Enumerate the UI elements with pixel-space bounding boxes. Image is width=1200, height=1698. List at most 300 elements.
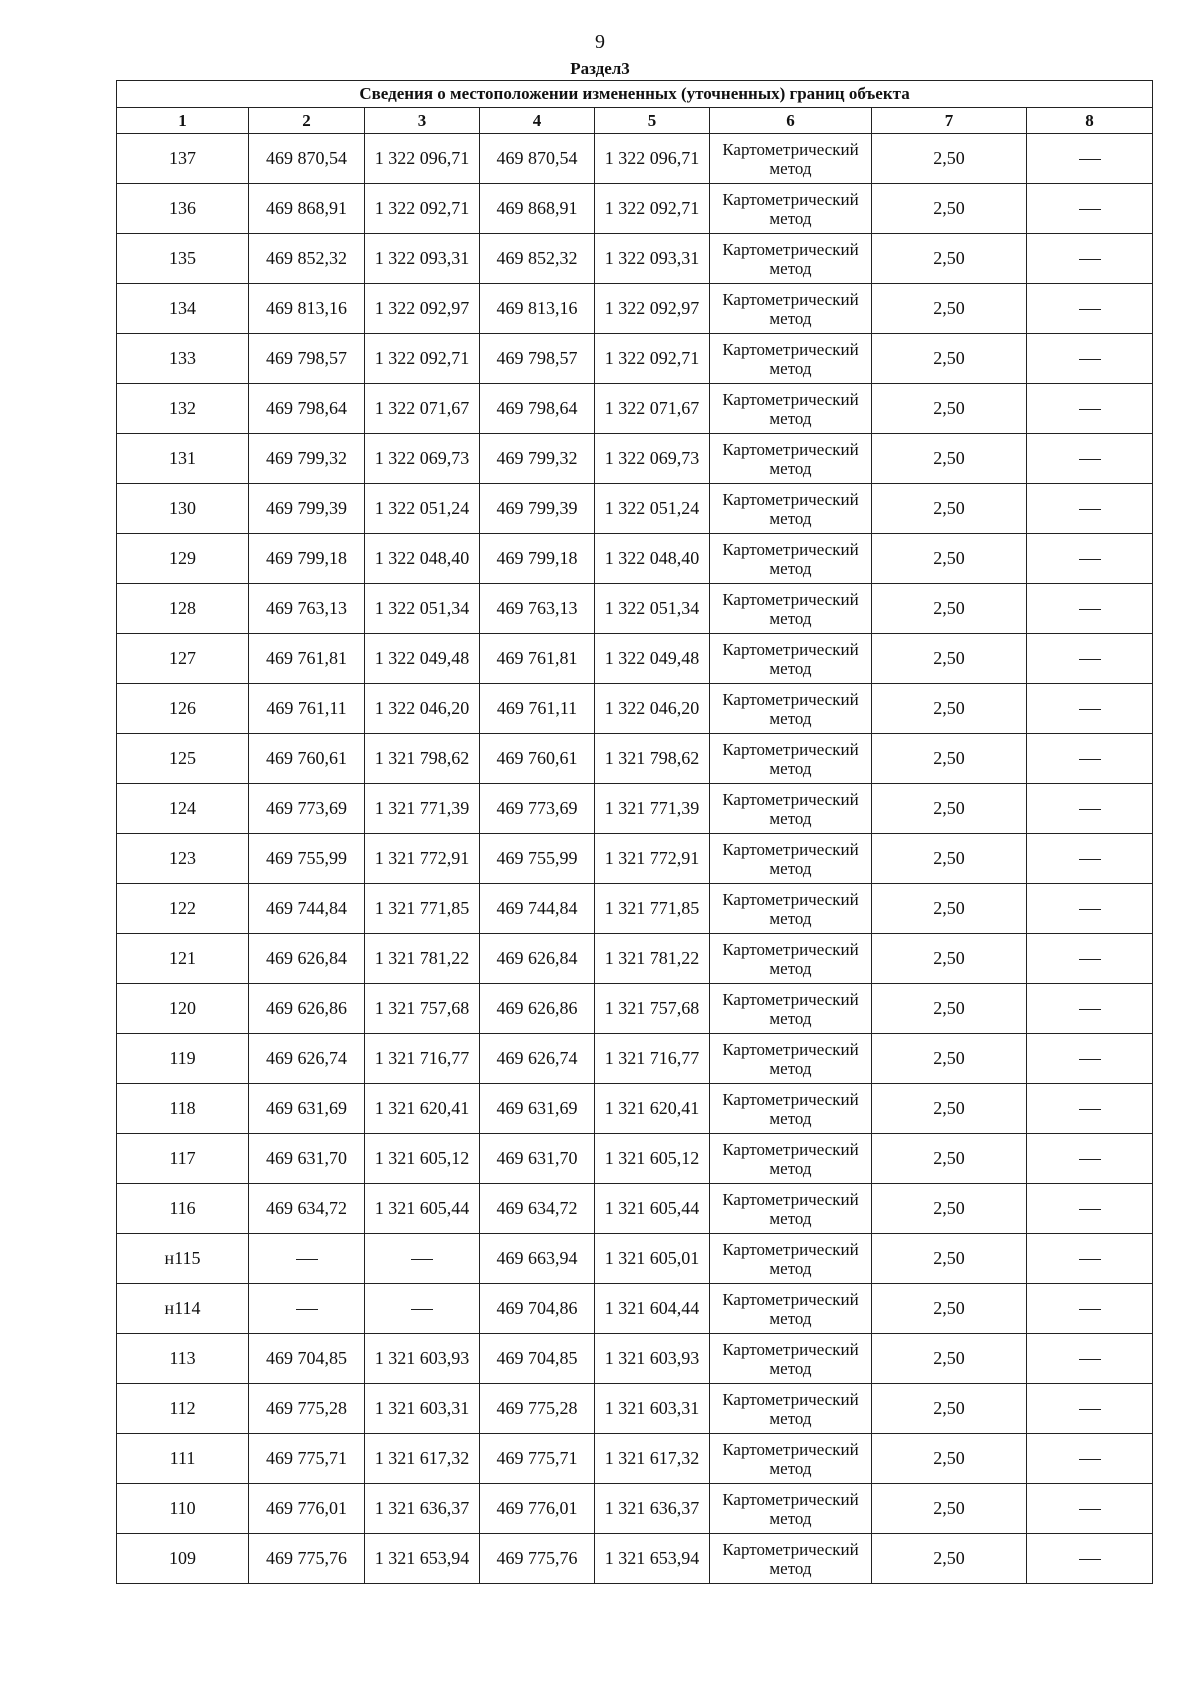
new-x-cell: 469 798,64 xyxy=(480,384,595,434)
accuracy-cell: 2,50 xyxy=(872,184,1027,234)
method-cell: Картометрический метод xyxy=(710,1234,872,1284)
column-header: 4 xyxy=(480,108,595,134)
new-y-cell: 1 322 048,40 xyxy=(595,534,710,584)
table-row xyxy=(117,884,1153,934)
point-number-cell: 130 xyxy=(117,484,249,534)
new-y-cell: 1 322 092,71 xyxy=(595,184,710,234)
new-x-cell: 469 631,69 xyxy=(480,1084,595,1134)
empty-value-dash xyxy=(1079,659,1101,660)
description-cell xyxy=(1027,1484,1153,1534)
accuracy-cell: 2,50 xyxy=(872,984,1027,1034)
new-y-cell: 1 321 772,91 xyxy=(595,834,710,884)
accuracy-cell: 2,50 xyxy=(872,884,1027,934)
method-cell: Картометрический метод xyxy=(710,384,872,434)
point-number-cell: 125 xyxy=(117,734,249,784)
accuracy-cell: 2,50 xyxy=(872,1484,1027,1534)
point-number-cell: 113 xyxy=(117,1334,249,1384)
description-cell xyxy=(1027,584,1153,634)
point-number-cell: 120 xyxy=(117,984,249,1034)
description-cell xyxy=(1027,1134,1153,1184)
old-x-cell xyxy=(249,1284,365,1334)
table-row xyxy=(117,1534,1153,1584)
empty-value-dash xyxy=(1079,1359,1101,1360)
empty-value-dash xyxy=(1079,459,1101,460)
new-y-cell: 1 321 604,44 xyxy=(595,1284,710,1334)
empty-value-dash xyxy=(296,1309,318,1310)
old-y-cell: 1 321 772,91 xyxy=(365,834,480,884)
new-y-cell: 1 321 620,41 xyxy=(595,1084,710,1134)
new-x-cell: 469 704,86 xyxy=(480,1284,595,1334)
method-cell: Картометрический метод xyxy=(710,684,872,734)
method-cell: Картометрический метод xyxy=(710,1484,872,1534)
new-x-cell: 469 799,18 xyxy=(480,534,595,584)
new-x-cell: 469 744,84 xyxy=(480,884,595,934)
old-y-cell: 1 322 092,71 xyxy=(365,184,480,234)
new-x-cell: 469 813,16 xyxy=(480,284,595,334)
point-number-cell: 116 xyxy=(117,1184,249,1234)
method-cell: Картометрический метод xyxy=(710,584,872,634)
table-caption: Сведения о местоположении измененных (уточненных) границ объекта xyxy=(117,81,1153,108)
method-cell: Картометрический метод xyxy=(710,484,872,534)
description-cell xyxy=(1027,734,1153,784)
point-number-cell: н115 xyxy=(117,1234,249,1284)
old-x-cell: 469 813,16 xyxy=(249,284,365,334)
new-y-cell: 1 321 716,77 xyxy=(595,1034,710,1084)
point-number-cell: 132 xyxy=(117,384,249,434)
point-number-cell: 136 xyxy=(117,184,249,234)
old-y-cell: 1 322 049,48 xyxy=(365,634,480,684)
column-header: 5 xyxy=(595,108,710,134)
old-x-cell: 469 870,54 xyxy=(249,134,365,184)
description-cell xyxy=(1027,1434,1153,1484)
old-y-cell xyxy=(365,1234,480,1284)
empty-value-dash xyxy=(1079,809,1101,810)
new-y-cell: 1 321 603,93 xyxy=(595,1334,710,1384)
accuracy-cell: 2,50 xyxy=(872,934,1027,984)
old-y-cell: 1 321 620,41 xyxy=(365,1084,480,1134)
new-x-cell: 469 761,81 xyxy=(480,634,595,684)
table-row xyxy=(117,1484,1153,1534)
description-cell xyxy=(1027,1334,1153,1384)
old-x-cell: 469 744,84 xyxy=(249,884,365,934)
method-cell: Картометрический метод xyxy=(710,134,872,184)
page-number: 9 xyxy=(595,31,605,53)
table-row xyxy=(117,984,1153,1034)
empty-value-dash xyxy=(1079,409,1101,410)
old-y-cell: 1 321 636,37 xyxy=(365,1484,480,1534)
old-y-cell: 1 321 605,12 xyxy=(365,1134,480,1184)
new-y-cell: 1 321 605,12 xyxy=(595,1134,710,1184)
empty-value-dash xyxy=(1079,559,1101,560)
point-number-cell: н114 xyxy=(117,1284,249,1334)
description-cell xyxy=(1027,384,1153,434)
new-x-cell: 469 799,32 xyxy=(480,434,595,484)
table-row xyxy=(117,834,1153,884)
point-number-cell: 119 xyxy=(117,1034,249,1084)
accuracy-cell: 2,50 xyxy=(872,1234,1027,1284)
accuracy-cell: 2,50 xyxy=(872,634,1027,684)
new-y-cell: 1 321 605,44 xyxy=(595,1184,710,1234)
method-cell: Картометрический метод xyxy=(710,1434,872,1484)
new-x-cell: 469 760,61 xyxy=(480,734,595,784)
table-row xyxy=(117,434,1153,484)
empty-value-dash xyxy=(1079,1459,1101,1460)
new-y-cell: 1 321 771,39 xyxy=(595,784,710,834)
point-number-cell: 110 xyxy=(117,1484,249,1534)
old-y-cell: 1 322 069,73 xyxy=(365,434,480,484)
new-y-cell: 1 322 092,97 xyxy=(595,284,710,334)
accuracy-cell: 2,50 xyxy=(872,284,1027,334)
empty-value-dash xyxy=(1079,509,1101,510)
new-x-cell: 469 773,69 xyxy=(480,784,595,834)
column-header: 6 xyxy=(710,108,872,134)
new-x-cell: 469 634,72 xyxy=(480,1184,595,1234)
new-y-cell: 1 322 046,20 xyxy=(595,684,710,734)
accuracy-cell: 2,50 xyxy=(872,1284,1027,1334)
table-row xyxy=(117,634,1153,684)
point-number-cell: 109 xyxy=(117,1534,249,1584)
new-y-cell: 1 322 071,67 xyxy=(595,384,710,434)
old-y-cell: 1 322 046,20 xyxy=(365,684,480,734)
description-cell xyxy=(1027,634,1153,684)
new-x-cell: 469 868,91 xyxy=(480,184,595,234)
description-cell xyxy=(1027,184,1153,234)
column-header: 8 xyxy=(1027,108,1153,134)
new-y-cell: 1 321 603,31 xyxy=(595,1384,710,1434)
table-row xyxy=(117,484,1153,534)
method-cell: Картометрический метод xyxy=(710,1084,872,1134)
point-number-cell: 135 xyxy=(117,234,249,284)
point-number-cell: 128 xyxy=(117,584,249,634)
old-y-cell: 1 322 092,71 xyxy=(365,334,480,384)
method-cell: Картометрический метод xyxy=(710,534,872,584)
table-row xyxy=(117,184,1153,234)
old-x-cell: 469 631,70 xyxy=(249,1134,365,1184)
table-row xyxy=(117,1234,1153,1284)
new-y-cell: 1 321 757,68 xyxy=(595,984,710,1034)
table-row xyxy=(117,1434,1153,1484)
accuracy-cell: 2,50 xyxy=(872,1034,1027,1084)
method-cell: Картометрический метод xyxy=(710,184,872,234)
method-cell: Картометрический метод xyxy=(710,1534,872,1584)
method-cell: Картометрический метод xyxy=(710,434,872,484)
old-y-cell: 1 321 781,22 xyxy=(365,934,480,984)
empty-value-dash xyxy=(296,1259,318,1260)
description-cell xyxy=(1027,834,1153,884)
new-y-cell: 1 322 069,73 xyxy=(595,434,710,484)
empty-value-dash xyxy=(1079,1009,1101,1010)
empty-value-dash xyxy=(1079,959,1101,960)
old-x-cell: 469 775,71 xyxy=(249,1434,365,1484)
point-number-cell: 134 xyxy=(117,284,249,334)
point-number-cell: 129 xyxy=(117,534,249,584)
method-cell: Картометрический метод xyxy=(710,1134,872,1184)
old-y-cell: 1 322 096,71 xyxy=(365,134,480,184)
table-row xyxy=(117,284,1153,334)
accuracy-cell: 2,50 xyxy=(872,684,1027,734)
point-number-cell: 127 xyxy=(117,634,249,684)
new-y-cell: 1 322 092,71 xyxy=(595,334,710,384)
empty-value-dash xyxy=(1079,1309,1101,1310)
method-cell: Картометрический метод xyxy=(710,1384,872,1434)
description-cell xyxy=(1027,484,1153,534)
column-header: 3 xyxy=(365,108,480,134)
new-y-cell: 1 321 771,85 xyxy=(595,884,710,934)
old-x-cell: 469 852,32 xyxy=(249,234,365,284)
new-y-cell: 1 322 051,24 xyxy=(595,484,710,534)
old-x-cell: 469 631,69 xyxy=(249,1084,365,1134)
empty-value-dash xyxy=(1079,209,1101,210)
column-header: 1 xyxy=(117,108,249,134)
old-x-cell: 469 773,69 xyxy=(249,784,365,834)
old-y-cell xyxy=(365,1284,480,1334)
new-y-cell: 1 321 781,22 xyxy=(595,934,710,984)
accuracy-cell: 2,50 xyxy=(872,134,1027,184)
description-cell xyxy=(1027,984,1153,1034)
new-x-cell: 469 775,28 xyxy=(480,1384,595,1434)
accuracy-cell: 2,50 xyxy=(872,234,1027,284)
new-x-cell: 469 761,11 xyxy=(480,684,595,734)
old-x-cell: 469 755,99 xyxy=(249,834,365,884)
description-cell xyxy=(1027,1534,1153,1584)
old-y-cell: 1 321 771,39 xyxy=(365,784,480,834)
method-cell: Картометрический метод xyxy=(710,284,872,334)
new-y-cell: 1 321 653,94 xyxy=(595,1534,710,1584)
old-y-cell: 1 322 093,31 xyxy=(365,234,480,284)
empty-value-dash xyxy=(1079,709,1101,710)
old-x-cell: 469 799,32 xyxy=(249,434,365,484)
old-x-cell: 469 799,39 xyxy=(249,484,365,534)
accuracy-cell: 2,50 xyxy=(872,534,1027,584)
description-cell xyxy=(1027,534,1153,584)
method-cell: Картометрический метод xyxy=(710,734,872,784)
point-number-cell: 121 xyxy=(117,934,249,984)
old-y-cell: 1 321 798,62 xyxy=(365,734,480,784)
accuracy-cell: 2,50 xyxy=(872,734,1027,784)
point-number-cell: 123 xyxy=(117,834,249,884)
new-y-cell: 1 322 049,48 xyxy=(595,634,710,684)
table-row xyxy=(117,584,1153,634)
old-x-cell: 469 799,18 xyxy=(249,534,365,584)
description-cell xyxy=(1027,134,1153,184)
old-y-cell: 1 321 653,94 xyxy=(365,1534,480,1584)
point-number-cell: 131 xyxy=(117,434,249,484)
method-cell: Картометрический метод xyxy=(710,934,872,984)
table-row xyxy=(117,1184,1153,1234)
new-x-cell: 469 626,86 xyxy=(480,984,595,1034)
old-x-cell: 469 760,61 xyxy=(249,734,365,784)
table-row xyxy=(117,1334,1153,1384)
empty-value-dash xyxy=(1079,859,1101,860)
new-y-cell: 1 321 617,32 xyxy=(595,1434,710,1484)
description-cell xyxy=(1027,334,1153,384)
table-row xyxy=(117,534,1153,584)
column-header: 7 xyxy=(872,108,1027,134)
empty-value-dash xyxy=(1079,1559,1101,1560)
accuracy-cell: 2,50 xyxy=(872,434,1027,484)
method-cell: Картометрический метод xyxy=(710,784,872,834)
point-number-cell: 133 xyxy=(117,334,249,384)
accuracy-cell: 2,50 xyxy=(872,1334,1027,1384)
new-y-cell: 1 321 798,62 xyxy=(595,734,710,784)
empty-value-dash xyxy=(1079,759,1101,760)
empty-value-dash xyxy=(1079,259,1101,260)
point-number-cell: 112 xyxy=(117,1384,249,1434)
description-cell xyxy=(1027,1034,1153,1084)
coordinates-table xyxy=(116,80,1153,1584)
empty-value-dash xyxy=(411,1309,433,1310)
table-row xyxy=(117,1134,1153,1184)
old-x-cell: 469 763,13 xyxy=(249,584,365,634)
new-x-cell: 469 852,32 xyxy=(480,234,595,284)
new-y-cell: 1 322 096,71 xyxy=(595,134,710,184)
description-cell xyxy=(1027,434,1153,484)
old-y-cell: 1 321 617,32 xyxy=(365,1434,480,1484)
old-x-cell: 469 704,85 xyxy=(249,1334,365,1384)
accuracy-cell: 2,50 xyxy=(872,334,1027,384)
method-cell: Картометрический метод xyxy=(710,334,872,384)
table-row xyxy=(117,384,1153,434)
column-header: 2 xyxy=(249,108,365,134)
old-y-cell: 1 322 071,67 xyxy=(365,384,480,434)
table-row xyxy=(117,334,1153,384)
description-cell xyxy=(1027,1284,1153,1334)
description-cell xyxy=(1027,784,1153,834)
table-row xyxy=(117,784,1153,834)
new-x-cell: 469 775,71 xyxy=(480,1434,595,1484)
empty-value-dash xyxy=(1079,1159,1101,1160)
description-cell xyxy=(1027,1234,1153,1284)
old-x-cell: 469 761,11 xyxy=(249,684,365,734)
new-x-cell: 469 870,54 xyxy=(480,134,595,184)
table-row xyxy=(117,234,1153,284)
method-cell: Картометрический метод xyxy=(710,234,872,284)
description-cell xyxy=(1027,684,1153,734)
old-x-cell: 469 761,81 xyxy=(249,634,365,684)
empty-value-dash xyxy=(1079,1109,1101,1110)
accuracy-cell: 2,50 xyxy=(872,834,1027,884)
table-row xyxy=(117,1084,1153,1134)
new-y-cell: 1 321 605,01 xyxy=(595,1234,710,1284)
new-y-cell: 1 321 636,37 xyxy=(595,1484,710,1534)
table-row xyxy=(117,1384,1153,1434)
new-x-cell: 469 755,99 xyxy=(480,834,595,884)
empty-value-dash xyxy=(1079,909,1101,910)
point-number-cell: 126 xyxy=(117,684,249,734)
section-title: Раздел3 xyxy=(570,59,630,78)
table-row xyxy=(117,1034,1153,1084)
old-y-cell: 1 322 051,24 xyxy=(365,484,480,534)
point-number-cell: 124 xyxy=(117,784,249,834)
empty-value-dash xyxy=(1079,1059,1101,1060)
table-row xyxy=(117,734,1153,784)
accuracy-cell: 2,50 xyxy=(872,1384,1027,1434)
accuracy-cell: 2,50 xyxy=(872,484,1027,534)
old-y-cell: 1 321 771,85 xyxy=(365,884,480,934)
old-x-cell: 469 775,76 xyxy=(249,1534,365,1584)
method-cell: Картометрический метод xyxy=(710,884,872,934)
empty-value-dash xyxy=(1079,159,1101,160)
description-cell xyxy=(1027,884,1153,934)
new-x-cell: 469 775,76 xyxy=(480,1534,595,1584)
table-body xyxy=(117,134,1153,1584)
method-cell: Картометрический метод xyxy=(710,634,872,684)
empty-value-dash xyxy=(1079,309,1101,310)
old-y-cell: 1 321 603,31 xyxy=(365,1384,480,1434)
new-x-cell: 469 798,57 xyxy=(480,334,595,384)
accuracy-cell: 2,50 xyxy=(872,1084,1027,1134)
empty-value-dash xyxy=(1079,1409,1101,1410)
accuracy-cell: 2,50 xyxy=(872,1434,1027,1484)
empty-value-dash xyxy=(1079,609,1101,610)
new-x-cell: 469 626,74 xyxy=(480,1034,595,1084)
old-x-cell: 469 626,86 xyxy=(249,984,365,1034)
description-cell xyxy=(1027,1084,1153,1134)
description-cell xyxy=(1027,934,1153,984)
new-x-cell: 469 704,85 xyxy=(480,1334,595,1384)
old-y-cell: 1 322 051,34 xyxy=(365,584,480,634)
old-x-cell: 469 798,57 xyxy=(249,334,365,384)
point-number-cell: 137 xyxy=(117,134,249,184)
accuracy-cell: 2,50 xyxy=(872,1134,1027,1184)
accuracy-cell: 2,50 xyxy=(872,584,1027,634)
table-row xyxy=(117,134,1153,184)
old-x-cell: 469 776,01 xyxy=(249,1484,365,1534)
new-x-cell: 469 626,84 xyxy=(480,934,595,984)
old-y-cell: 1 321 605,44 xyxy=(365,1184,480,1234)
method-cell: Картометрический метод xyxy=(710,1184,872,1234)
old-y-cell: 1 322 048,40 xyxy=(365,534,480,584)
old-x-cell: 469 798,64 xyxy=(249,384,365,434)
old-x-cell: 469 626,74 xyxy=(249,1034,365,1084)
old-x-cell: 469 634,72 xyxy=(249,1184,365,1234)
accuracy-cell: 2,50 xyxy=(872,1184,1027,1234)
point-number-cell: 118 xyxy=(117,1084,249,1134)
point-number-cell: 117 xyxy=(117,1134,249,1184)
old-x-cell: 469 868,91 xyxy=(249,184,365,234)
new-x-cell: 469 631,70 xyxy=(480,1134,595,1184)
table-row xyxy=(117,934,1153,984)
method-cell: Картометрический метод xyxy=(710,1284,872,1334)
new-x-cell: 469 663,94 xyxy=(480,1234,595,1284)
method-cell: Картометрический метод xyxy=(710,1034,872,1084)
empty-value-dash xyxy=(1079,1209,1101,1210)
old-x-cell: 469 775,28 xyxy=(249,1384,365,1434)
old-y-cell: 1 321 716,77 xyxy=(365,1034,480,1084)
new-x-cell: 469 799,39 xyxy=(480,484,595,534)
new-x-cell: 469 763,13 xyxy=(480,584,595,634)
old-x-cell: 469 626,84 xyxy=(249,934,365,984)
old-y-cell: 1 321 757,68 xyxy=(365,984,480,1034)
method-cell: Картометрический метод xyxy=(710,984,872,1034)
point-number-cell: 122 xyxy=(117,884,249,934)
empty-value-dash xyxy=(1079,1509,1101,1510)
accuracy-cell: 2,50 xyxy=(872,384,1027,434)
empty-value-dash xyxy=(1079,1259,1101,1260)
description-cell xyxy=(1027,1384,1153,1434)
new-x-cell: 469 776,01 xyxy=(480,1484,595,1534)
old-y-cell: 1 322 092,97 xyxy=(365,284,480,334)
new-y-cell: 1 322 051,34 xyxy=(595,584,710,634)
accuracy-cell: 2,50 xyxy=(872,1534,1027,1584)
table-row xyxy=(117,1284,1153,1334)
empty-value-dash xyxy=(411,1259,433,1260)
empty-value-dash xyxy=(1079,359,1101,360)
method-cell: Картометрический метод xyxy=(710,1334,872,1384)
table-row xyxy=(117,684,1153,734)
point-number-cell: 111 xyxy=(117,1434,249,1484)
description-cell xyxy=(1027,1184,1153,1234)
